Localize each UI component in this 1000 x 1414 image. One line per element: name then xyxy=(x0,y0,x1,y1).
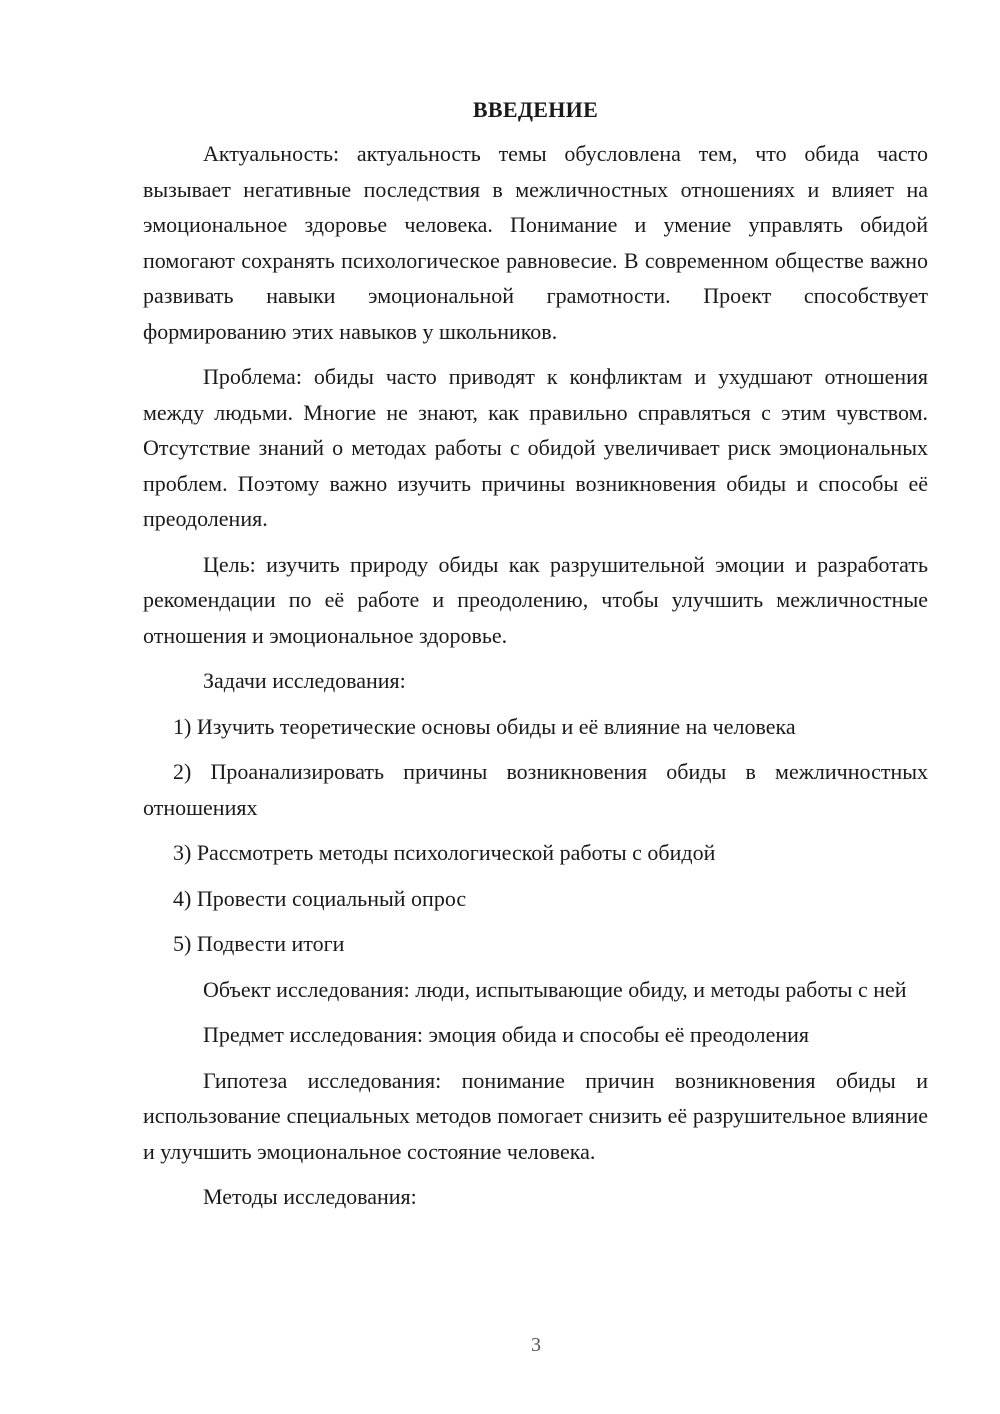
task-item-3: 3) Рассмотреть методы психологической работы с обидой xyxy=(173,840,716,865)
page-content xyxy=(143,94,928,1225)
page-number: 3 xyxy=(531,1334,541,1356)
section-heading: ВВЕДЕНИЕ xyxy=(472,97,599,122)
tasks-title: Задачи исследования: xyxy=(203,668,406,693)
task-item-5: 5) Подвести итоги xyxy=(173,931,345,956)
relevance-paragraph: Актуальность: актуальность темы обусловлена тем, что обида часто вызывает негативные последствия в межличностных отношениях и влияет на эмоциональное здоровье человека. Понимание и умение управлять обидой помогают сохранять психологическое равновесие. В современном обществе важно развивать навыки эмоциональной грамотности. Проект способствует формированию этих навыков у школьников. xyxy=(143,141,928,344)
methods-title: Методы исследования: xyxy=(203,1184,417,1209)
problem-paragraph: Проблема: обиды часто приводят к конфликтам и ухудшают отношения между людьми. Многие не знают, как правильно справляться с этим чувством. Отсутствие знаний о методах работы с обидой увеличивает риск эмоциональных проблем. Поэтому важно изучить причины возникновения обиды и способы её преодоления. xyxy=(143,364,928,531)
task-item-2: 2) Проанализировать причины возникновения обиды в межличностных отношениях xyxy=(143,759,928,820)
subject-paragraph: Предмет исследования: эмоция обида и способы её преодоления xyxy=(203,1022,810,1047)
task-item-4: 4) Провести социальный опрос xyxy=(173,885,467,911)
hypothesis-paragraph: Гипотеза исследования: понимание причин возникновения обиды и использование специальных методов помогает снизить её разрушительное влияние и улучшить эмоциональное состояние человека. xyxy=(143,1067,928,1164)
goal-paragraph: Цель: изучить природу обиды как разрушительной эмоции и разработать рекомендации по её работе и преодолению, чтобы улучшить межличностные отношения и эмоциональное здоровье. xyxy=(143,551,928,648)
task-item-1: 1) Изучить теоретические основы обиды и её влияние на человека xyxy=(173,713,796,739)
object-paragraph: Объект исследования: люди, испытывающие обиду, и методы работы с ней xyxy=(203,976,907,1002)
